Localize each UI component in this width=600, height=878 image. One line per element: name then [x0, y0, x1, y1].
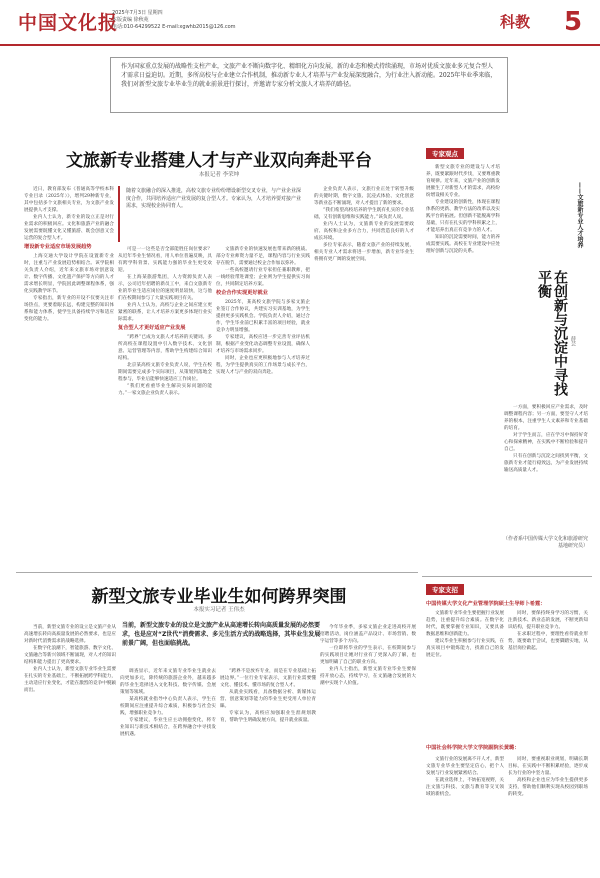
paragraph: “我们更看重毕业生解决实际问题的能力。”一家文旅企业负责人表示。 — [118, 384, 212, 396]
article1-column-2 — [118, 246, 212, 566]
paragraph: 业内人士指出，新型文旅专业毕业生要保持开放心态，持续学习，在文旅融合发展的大潮中实现个人价值。 — [320, 667, 416, 686]
paragraph: 同时，企业也应更积极地参与人才培养过程，为学生提供真实的工作场景与成长平台，实现人才与产业的双向奔赴。 — [216, 356, 310, 375]
paragraph: 在数字化浪潮下，智能旅游、数字文化、文旅融合等新兴领域不断涌现，对人才的知识结构和能力提出了更高要求。 — [24, 646, 116, 665]
paragraph: 一方面，要积极回应产业需求，及时调整课程内容；另一方面，要坚守人才培养的根本，注重学生人文素养和专业基础的培育。 — [504, 405, 588, 431]
paragraph: 北京某高校文旅专业负责人说，学生在校期间需要完成多个实际项目，从策划到落地全程参与，毕业后能够快速适应工作岗位。 — [118, 363, 212, 382]
paragraph: 业内人士认为，新专业的设立正是对行业需求的积极回应。文化和旅游产业的融合发展需要既懂文化又懂旅游、既会创意又会运营的复合型人才。 — [24, 215, 114, 241]
paragraph: 在就业选择上，不妨拓宽视野，关注文旅与科技、文旅与教育等交叉领域的新机会。 — [426, 778, 504, 797]
paragraph: 某高校就业指导中心负责人表示，学生在校期间应注重提升综合素质，积极参与社会实践，增强职业竞争力。 — [120, 697, 216, 716]
issue-contact: 电话:010-64299522 E-mail:xgwhb2015@126.com — [112, 24, 236, 30]
issue-editor: 本版责编 徐秋苑 — [112, 17, 149, 23]
paragraph: 业内人士认为，高校与企业之间应建立更紧密的联系，让人才培养方案更多体现行业实际需求。 — [118, 303, 212, 322]
article2-column-3 — [220, 668, 316, 872]
paragraph: 文旅新专业的快速发展也带来新的挑战。部分专业师资力量不足，课程内容与行业实践存在脱节，需要通过校企合作加以弥补。 — [216, 247, 310, 266]
article2-title: 新型文旅专业毕业生如何跨界突围 — [91, 587, 347, 607]
article1-title: 文旅新专业搭建人才与产业双向奔赴平台 — [66, 151, 372, 171]
expert-1-column-1 — [426, 610, 504, 734]
article2-column-2 — [120, 668, 216, 872]
issue-date: 2025年7月3日 星期四 — [112, 10, 163, 16]
paragraph: 一位即将毕业的学生表示，在校期间参与的实践项目让她对行业有了更深入的了解，也更加明确了自己的职业方向。 — [320, 646, 416, 665]
section-divider — [16, 572, 418, 573]
paragraph: “跨界”已成为文旅人才培养的关键词。多所高校在课程设置中引入数字技术、文化创意、运营管理等内容，帮助学生构建综合知识结构。 — [118, 335, 212, 361]
paragraph: 同时，要保持终身学习的习惯，关注新技术、新业态的发展，不断更新知识结构，提升职业竞争力。 — [508, 611, 588, 630]
section-title: 科教 — [500, 13, 531, 31]
lead-box: 作为国家重点发展的战略性支柱产业，文旅产业不断向数字化、精细化方向发展，新的业态和模式持续涌现，市场对优质文旅业多元复合型人才需求日益迫切。近期，多所高校与企业建立合作机制，推动新专业人才培养与产业发展深度融合，为行业注入新动能。2025年毕业季来临，我们对新型文旅专业毕业生的就业前景进行探讨，并邀请专家分析文旅人才培养的路径。 — [110, 57, 508, 113]
paragraph: 2025年，某高校文旅学院与多家文旅企业签订合作协议，共建实习实训基地，为学生提供更多实践机会。学院负责人介绍，通过合作，学生毕业前已积累丰富的项目经验，就业竞争力明显增强。 — [216, 300, 310, 333]
expert-1-heading: 中国传媒大学文化产业管理学院硕士生导师卜希霆： — [426, 601, 546, 607]
page-number: 5 — [563, 7, 583, 37]
commentary-title: 在创新与沉淀中寻找平衡 — [536, 270, 568, 396]
article1-byline: 本报记者 李荣坤 — [198, 172, 240, 178]
paragraph: 在上海某旅游集团，人力资源负责人表示，公司近年招聘的新员工中，来自文旅新专业的毕业生适应岗位的速度明显较快，这与他们在校期间参与了大量实践项目有关。 — [118, 275, 212, 301]
paragraph: 只有在创新与沉淀之间找到平衡，文旅新专业才能行稳致远，为产业发展持续输送高质量人才。 — [504, 454, 588, 473]
paragraph: 专业建设的创新性，体现在课程体系的更新、教学方法的改革以及实践平台的拓展。但创新不能脱离学科基础，只有在扎实的学科积累之上，才能培养出真正有竞争力的人才。 — [426, 200, 500, 233]
paragraph: 上海交通大学设计学院在设置新专业时，注重与产业发展趋势相结合。该学院相关负责人介绍，近年来文旅市场对创意设计、数字传播、文化遗产保护等方向的人才需求增长明显，学院因此调整课程体系，强化实践教学环节。 — [24, 254, 114, 294]
paragraph: 同时，要重视职业规划，明确长期目标，在实践中不断积累经验，逐步成长为行业的中坚力量。 — [508, 757, 588, 776]
article1-column-1 — [24, 186, 114, 566]
section-divider — [422, 576, 592, 577]
newspaper-logo: 中国文化报 — [18, 12, 119, 34]
commentary-column-1 — [426, 164, 500, 568]
paragraph: 可是一一这些是否全部能胜任岗位要求？从近年毕业生情况看，用人单位普遍反映，具有跨学科背景、实践能力强的毕业生更受欢迎。 — [118, 247, 212, 273]
paragraph: 从就业实践看，具备数据分析、新媒体运营、创意策划等能力的毕业生更受用人单位青睐。 — [220, 690, 316, 709]
article2-lead: 当前，新型文旅专业的设立是文旅产业从高速增长转向高质量发展的必然要求，也是应对“Z世代”消费需求、多元生活方式的战略选择，其毕业生发展前景广阔，但也面临挑战。 — [122, 622, 321, 647]
article1-column-3 — [216, 246, 310, 566]
article1-summary: 随着文旅融合的深入推进，高校文旅专业纷纷增设新型交叉专业，与产业企业深度合作，共同培养适应产业发展的复合型人才。专家认为，人才培养要对接产业需求，实现校企协同育人。 — [118, 186, 308, 242]
paragraph: 文旅行业的发展离不开人才，新型文旅专业毕业生要坚定信心，把个人发展与行业发展紧密结合。 — [426, 757, 504, 776]
paragraph: 今年毕业季，多家文旅企业走进高校开展招聘活动，岗位涵盖产品设计、市场营销、数字运营等多个方向。 — [320, 625, 416, 644]
expert-2-column-2 — [508, 756, 588, 872]
paragraph: 近日，教育部发布《普通高等学校本科专业目录（2025年）》，增列29种新专业，其中包括多个文旅相关专业，为文旅产业发展提供人才支撑。 — [24, 187, 114, 213]
expert-1-column-2 — [508, 610, 588, 734]
commentary-subtitle: ——文旅新专业人才培养 — [576, 182, 583, 248]
paragraph: 当前，新型文旅专业的设立是文旅产业从高速增长转向高质量发展的必然要求，也是应对新时代消费需求的战略选择。 — [24, 625, 116, 644]
paragraph: 建议毕业生积极参与行业实践，在真实项目中锻炼能力，找准自己的发展定位。 — [426, 639, 504, 658]
paragraph: 专家建议，高校应进一步完善专业评估机制，根据产业变化动态调整专业设置，确保人才培养与市场需求同步。 — [216, 335, 310, 354]
article2-column-1 — [24, 624, 116, 872]
article1-subhead-1: 增设新专业适应市场发展趋势 — [24, 244, 92, 250]
masthead — [0, 0, 600, 46]
issue-info — [112, 10, 272, 31]
paragraph: 多位专家表示，随着文旅产业的持续发展，相关专业人才需求将进一步增加，新专业毕业生将拥有更广阔的发展空间。 — [314, 243, 414, 262]
commentary-author: 薛芸 — [570, 336, 576, 346]
paragraph: 文旅新专业毕业生要把握行业发展趋势，注重提升综合素质。在数字化时代，既要掌握专业知识，又要具备数据思维和创新能力。 — [426, 611, 504, 637]
article2-column-4 — [320, 624, 416, 872]
commentary-tag: 专家观点 — [426, 148, 464, 159]
paragraph: “我们希望高校培养的学生既有扎实的专业基础，又有创新思维和实践能力。”该负责人说。 — [314, 208, 414, 220]
paragraph: “跨界不是放弃专业，而是在专业基础上拓展边界。”一位行业专家表示，文旅行业需要懂文化、懂技术、懂市场的复合型人才。 — [220, 669, 316, 688]
paragraph: 业内人士认为，新型文旅专业毕业生需要在扎实的专业基础上，不断拓展跨学科能力，主动适应行业变化，才能在激烈的竞争中脱颖而出。 — [24, 667, 116, 693]
paragraph: 专家建议，毕业生应主动拥抱变化，将专业知识与新技术相结合，在跨界融合中寻找发展机遇。 — [120, 718, 216, 737]
paragraph: 对于学生而言，应在学习中保持好奇心和探索精神，在实践中不断检验和提升自己。 — [504, 433, 588, 452]
paragraph: 高校和企业也应为毕业生提供更多支持，帮助他们顺利实现从校园到职场的转变。 — [508, 778, 588, 797]
commentary-author-note: （作者系中国传媒大学文化和旅游研究基地研究员） — [502, 536, 588, 549]
paragraph: 业内人士认为，文旅新专业的发展需要政府、高校和企业多方合力，共同营造良好的人才成长环境。 — [314, 222, 414, 241]
paragraph: 调查显示，近年来文旅专业毕业生就业去向更加多元，除传统的旅游企业外，越来越多的毕业生选择进入文化科技、数字传媒、会展策划等领域。 — [120, 669, 216, 695]
paragraph: 新型文旅专业的建设与人才培养，既要紧跟时代步伐，又要尊重教育规律。近年来，文旅产业的创新发展催生了对新型人才的需求，高校纷纷增设相关专业。 — [426, 165, 500, 198]
paragraph: 知识的沉淀需要时间，能力的养成需要实践。高校在专业建设中应处理好创新与沉淀的关系。 — [426, 235, 500, 254]
commentary-column-2 — [504, 404, 588, 534]
expert-2-heading: 中国社会科学院大学文学院副院长黄璐： — [426, 745, 520, 751]
article1-subhead-2: 复合型人才更好适应产业发展 — [118, 325, 186, 331]
paragraph: 专家认为，高校应加强职业生涯规划教育，帮助学生明确发展方向，提升就业质量。 — [220, 711, 316, 723]
paragraph: 一些高校邀请行业专家担任兼职教师，把一线经验带进课堂；企业则为学生提供实习岗位，共同制定培养方案。 — [216, 268, 310, 287]
article2-byline: 本报实习记者 王伟杰 — [193, 607, 245, 613]
article1-column-4 — [314, 186, 414, 566]
paragraph: 专家指出，新专业的开设不仅要关注市场热点，更要着眼长远，构建完整的知识体系和能力体系，使学生具备持续学习和适应变化的能力。 — [24, 296, 114, 322]
expert-2-column-1 — [426, 756, 504, 872]
experts-tag: 专家支招 — [426, 584, 464, 595]
paragraph: 在求职过程中，要理性看待就业形势，既要敢于尝试，也要脚踏实地，从基层岗位做起。 — [508, 632, 588, 651]
article1-subhead-3: 校企合作实现更好就业 — [216, 290, 268, 296]
paragraph: 企业负责人表示，文旅行业正处于转型升级的关键时期，数字文旅、沉浸式体验、文化创意等新业态不断涌现，对人才提出了新的要求。 — [314, 187, 414, 206]
